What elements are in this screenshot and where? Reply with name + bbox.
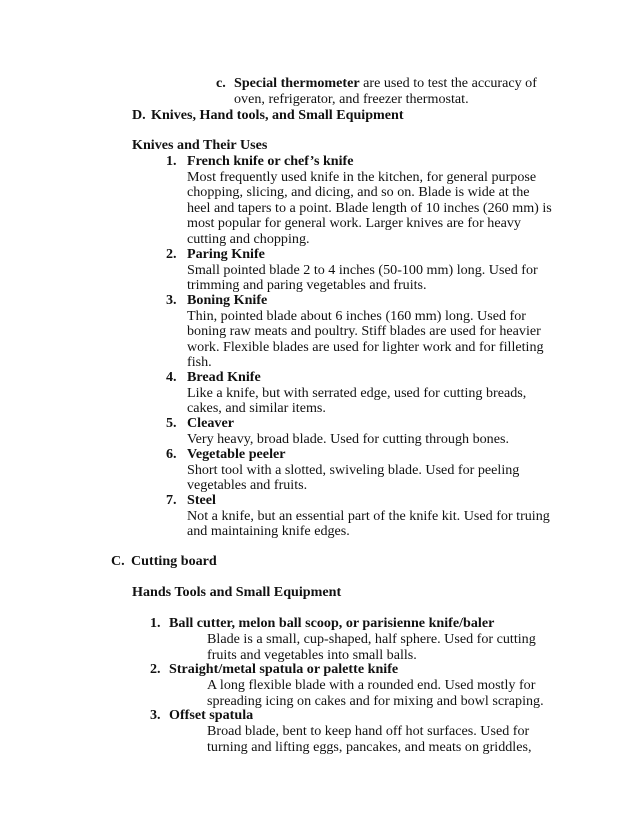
knife-item bbox=[187, 493, 552, 540]
knife-item bbox=[187, 293, 552, 371]
tool-3-number: 3. bbox=[150, 707, 161, 723]
knife-3-title: Boning Knife bbox=[187, 292, 268, 308]
knife-item bbox=[187, 370, 552, 417]
knife-item bbox=[187, 247, 552, 294]
tool-1-title: Ball cutter, melon ball scoop, or parisienne knife/baler bbox=[169, 615, 495, 631]
knife-2-desc: Small pointed blade 2 to 4 inches (50-100 mm) long. Used for trimming and paring vegetables and fruits. bbox=[187, 261, 538, 294]
knife-7-desc: Not a knife, but an essential part of the knife kit. Used for truing and maintaining knife edges. bbox=[187, 507, 550, 540]
knives-heading: Knives and Their Uses bbox=[132, 137, 268, 153]
knife-4-title: Bread Knife bbox=[187, 369, 261, 385]
knife-6-title: Vegetable peeler bbox=[187, 446, 286, 462]
knife-6-desc: Short tool with a slotted, swiveling blade. Used for peeling vegetables and fruits. bbox=[187, 461, 520, 494]
section-d-title: Knives, Hand tools, and Small Equipment bbox=[151, 107, 404, 123]
knife-4-number: 4. bbox=[166, 369, 177, 385]
knife-1-number: 1. bbox=[166, 153, 177, 169]
item-c-text: are used to test the accuracy of oven, refrigerator, and freezer thermostat. bbox=[234, 75, 537, 107]
item-c-paragraph bbox=[234, 76, 544, 107]
knife-7-number: 7. bbox=[166, 492, 177, 508]
knife-item bbox=[187, 416, 552, 447]
knife-2-number: 2. bbox=[166, 246, 177, 262]
tool-2-title: Straight/metal spatula or palette knife bbox=[169, 661, 399, 677]
tool-3-title: Offset spatula bbox=[169, 707, 254, 723]
knife-1-title: French knife or chef’s knife bbox=[187, 153, 354, 169]
knife-4-desc: Like a knife, but with serrated edge, used for cutting breads, cakes, and similar items. bbox=[187, 384, 527, 417]
knife-3-number: 3. bbox=[166, 292, 177, 308]
knife-5-title: Cleaver bbox=[187, 415, 234, 431]
item-c-term: Special thermometer bbox=[234, 75, 360, 91]
section-c-marker: C. bbox=[111, 553, 125, 569]
tool-3-desc: Broad blade, bent to keep hand off hot surfaces. Used for turning and lifting eggs, pancakes, and meats on griddles, bbox=[207, 723, 532, 755]
tool-1-desc: Blade is a small, cup-shaped, half sphere. Used for cutting fruits and vegetables into small balls. bbox=[207, 631, 536, 663]
knife-6-number: 6. bbox=[166, 446, 177, 462]
knife-3-desc: Thin, pointed blade about 6 inches (160 mm) long. Used for boning raw meats and poultry. Stiff blades are used for heavier work. Flexible blades are used for lighter work and for filleting fish. bbox=[187, 307, 544, 371]
section-d-marker: D. bbox=[132, 107, 146, 123]
tool-2-number: 2. bbox=[150, 661, 161, 677]
tool-1-number: 1. bbox=[150, 615, 161, 631]
knife-item bbox=[187, 154, 552, 248]
knife-2-title: Paring Knife bbox=[187, 246, 265, 262]
knife-1-desc: Most frequently used knife in the kitchen, for general purpose chopping, slicing, and dicing, and so on. Blade is wide at the heel and tapers to a point. Blade length of 10 inches (260 mm) is most popular for general work. Larger knives are for heavy cutting and chopping. bbox=[187, 168, 552, 247]
item-c-marker: c. bbox=[216, 75, 226, 91]
section-c-title: Cutting board bbox=[131, 553, 217, 569]
knife-item bbox=[187, 447, 552, 494]
tools-heading: Hands Tools and Small Equipment bbox=[132, 584, 342, 600]
knife-7-title: Steel bbox=[187, 492, 216, 508]
tool-2-desc: A long flexible blade with a rounded end. Used mostly for spreading icing on cakes and for mixing and bowl scraping. bbox=[207, 677, 544, 709]
knife-5-desc: Very heavy, broad blade. Used for cutting through bones. bbox=[187, 430, 509, 447]
knife-5-number: 5. bbox=[166, 415, 177, 431]
